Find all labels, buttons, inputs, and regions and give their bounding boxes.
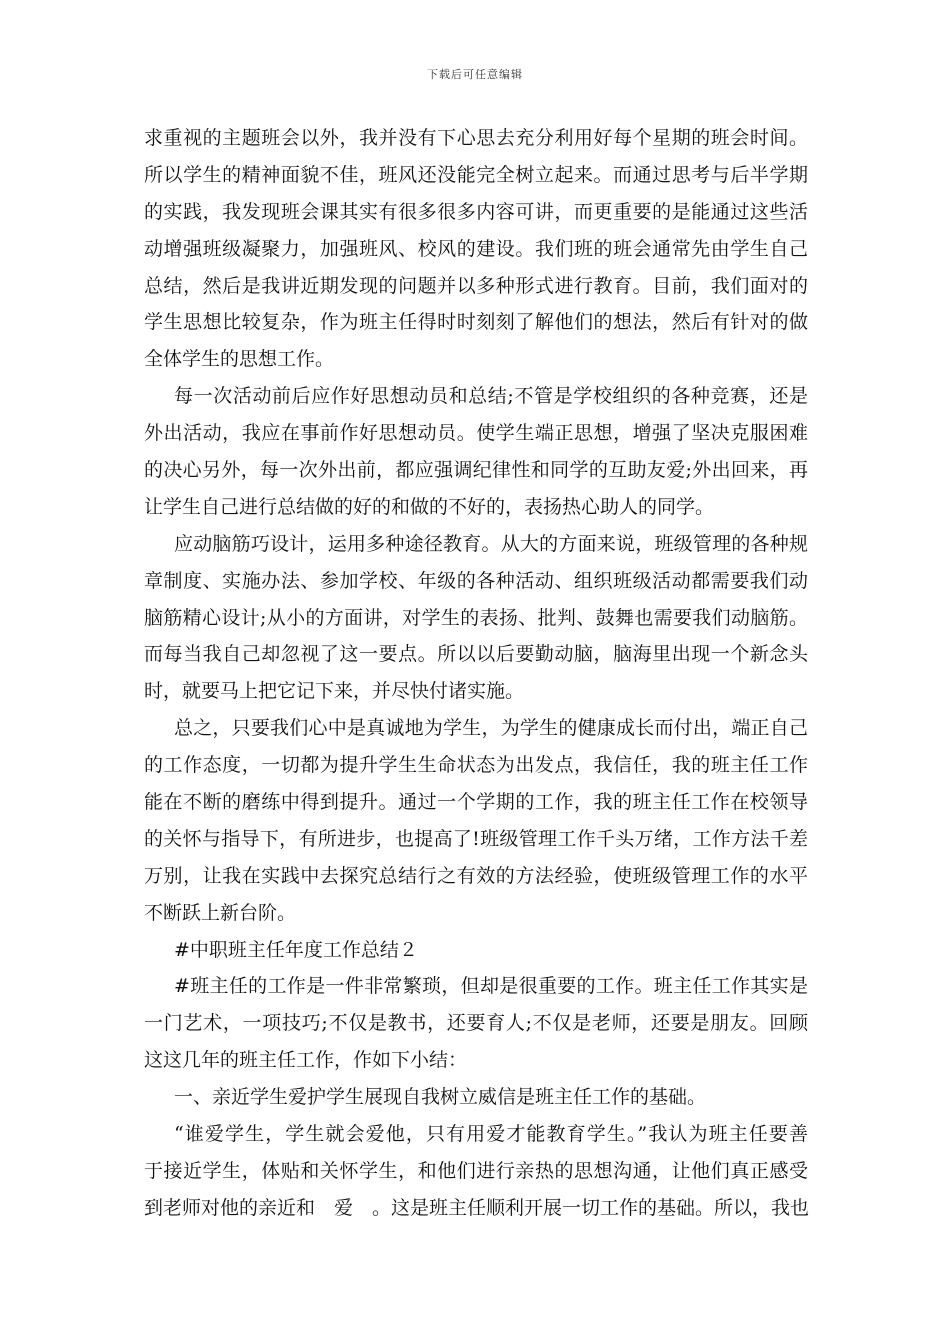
text-line: 每一次活动前后应作好思想动员和总结;不管是学校组织的各种竞赛，还是: [174, 385, 808, 408]
text-line: 的工作态度，一切都为提升学生生命状态为出发点，我信任，我的班主任工作: [144, 754, 808, 777]
text-line: 而每当我自己却忽视了这一要点。所以以后要勤动脑，脑海里出现一个新念头: [144, 643, 808, 666]
text-line: 的决心另外，每一次外出前，都应强调纪律性和同学的互助友爱;外出回来，再: [144, 459, 808, 482]
text-line: 于接近学生，体贴和关怀学生，和他们进行亲热的思想沟通，让他们真正感受: [144, 1159, 808, 1182]
text-line: 这这几年的班主任工作，作如下小结：: [144, 1049, 468, 1072]
text-line: 时，就要马上把它记下来，并尽快付诸实施。: [144, 680, 525, 703]
text-line: 总结，然后是我讲近期发现的问题并以多种形式进行教育。目前，我们面对的: [144, 274, 808, 297]
text-line: 总之，只要我们心中是真诚地为学生，为学生的健康成长而付出，端正自己: [174, 717, 808, 740]
text-line: 能在不断的磨练中得到提升。通过一个学期的工作，我的班主任工作在校领导: [144, 791, 808, 814]
text-line: 外出活动，我应在事前作好思想动员。使学生端正思想，增强了坚决克服困难: [144, 422, 808, 445]
text-line: “谁爱学生，学生就会爱他，只有用爱才能教育学生。”我认为班主任要善: [174, 1123, 808, 1146]
text-line: 脑筋精心设计;从小的方面讲，对学生的表扬、批判、鼓舞也需要我们动脑筋。: [144, 606, 808, 629]
text-line: 的关怀与指导下，有所进步，也提高了!班级管理工作千头万绪，工作方法千差: [144, 827, 808, 850]
text-line: 万别，让我在实践中去探究总结行之有效的方法经验，使班级管理工作的水平: [144, 864, 808, 887]
text-line: 一门艺术，一项技巧;不仅是教书，还要育人;不仅是老师，还要是朋友。回顾: [144, 1012, 808, 1035]
text-line: 学生思想比较复杂，作为班主任得时时刻刻了解他们的想法，然后有针对的做: [144, 311, 808, 334]
text-line: 章制度、实施办法、参加学校、年级的各种活动、组织班级活动都需要我们动: [144, 569, 808, 592]
text-line: 一、亲近学生爱护学生展现自我树立威信是班主任工作的基础。: [174, 1086, 707, 1109]
text-line: 全体学生的思想工作。: [144, 348, 335, 371]
text-line: 不断跃上新台阶。: [144, 901, 297, 924]
text-line: 到老师对他的亲近和 爱 。这是班主任顺利开展一切工作的基础。所以，我也: [144, 1196, 810, 1219]
text-line: 所以学生的精神面貌不佳，班风还没能完全树立起来。而通过思考与后半学期: [144, 163, 808, 186]
text-line: #中职班主任年度工作总结２: [174, 938, 418, 961]
text-line: 应动脑筋巧设计，运用多种途径教育。从大的方面来说，班级管理的各种规: [174, 532, 808, 555]
text-line: 动增强班级凝聚力，加强班风、校风的建设。我们班的班会通常先由学生自己: [144, 237, 808, 260]
page-header: 下载后可任意编辑: [427, 68, 523, 81]
text-line: #班主任的工作是一件非常繁琐，但却是很重要的工作。班主任工作其实是: [174, 975, 808, 998]
text-line: 让学生自己进行总结做的好的和做的不好的，表扬热心助人的同学。: [144, 495, 715, 518]
text-line: 的实践，我发现班会课其实有很多很多内容可讲，而更重要的是能通过这些活: [144, 200, 808, 223]
text-line: 求重视的主题班会以外，我并没有下心思去充分利用好每个星期的班会时间。: [144, 127, 808, 149]
document-body: [144, 120, 808, 1227]
